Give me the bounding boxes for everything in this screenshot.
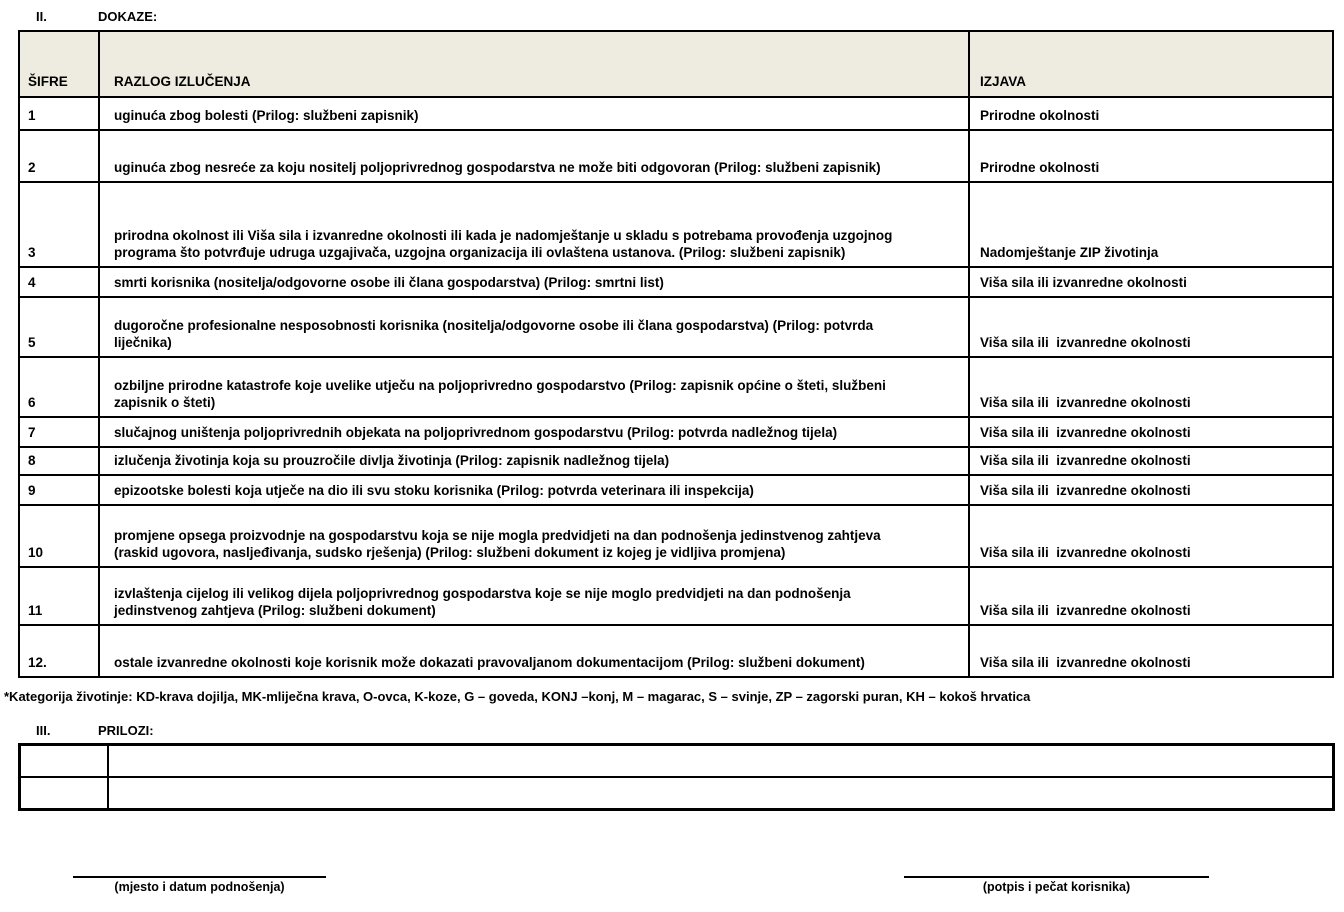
table-row — [19, 267, 1333, 297]
reason-cell: uginuća zbog bolesti (Prilog: službeni zapisnik) — [99, 97, 969, 130]
code-cell: 4 — [19, 267, 99, 297]
code-cell: 1 — [19, 97, 99, 130]
code-cell: 10 — [19, 505, 99, 567]
statement-cell: Nadomještanje ZIP životinja — [969, 182, 1333, 267]
statement-cell: Viša sila ili izvanredne okolnosti — [969, 357, 1333, 417]
section-heading-dokazi — [36, 0, 1344, 24]
section-heading-prilozi — [36, 723, 1344, 738]
column-header-izjava: IZJAVA — [969, 31, 1333, 97]
attachment-row — [20, 777, 1334, 810]
code-cell: 7 — [19, 417, 99, 447]
signature-line-place-date — [73, 876, 326, 894]
code-cell: 6 — [19, 357, 99, 417]
reason-cell: dugoročne profesionalne nesposobnosti korisnika (nositelja/odgovorne osobe ili člana gospodarstva) (Prilog: potvrda liječnika) — [99, 297, 969, 357]
table-row — [19, 97, 1333, 130]
statement-cell: Viša sila ili izvanredne okolnosti — [969, 567, 1333, 625]
reason-cell: smrti korisnika (nositelja/odgovorne osobe ili člana gospodarstva) (Prilog: smrtni list) — [99, 267, 969, 297]
attachments-table — [18, 743, 1335, 811]
table-row — [19, 447, 1333, 475]
signature-label: (potpis i pečat korisnika) — [982, 880, 1131, 894]
statement-cell: Viša sila ili izvanredne okolnosti — [969, 505, 1333, 567]
table-row — [19, 625, 1333, 677]
reason-cell: ostale izvanredne okolnosti koje korisnik može dokazati pravovaljanom dokumentacijom (Prilog: službeni dokument) — [99, 625, 969, 677]
statement-cell: Viša sila ili izvanredne okolnosti — [969, 447, 1333, 475]
statement-cell: Prirodne okolnosti — [969, 130, 1333, 182]
statement-cell: Viša sila ili izvanredne okolnosti — [969, 625, 1333, 677]
attachment-value-field[interactable] — [108, 777, 1334, 810]
code-cell: 8 — [19, 447, 99, 475]
reason-cell: promjene opsega proizvodnje na gospodarstvu koja se nije mogla predvidjeti na dan podnošenja jedinstvenog zahtjeva (raskid ugovora, nasljeđivanja, sudsko rješenja) (Prilog: službeni dokument iz kojeg je vidljiva promjena) — [99, 505, 969, 567]
reason-cell: ozbiljne prirodne katastrofe koje uvelike utječu na poljoprivredno gospodarstvo (Prilog: zapisnik općine o šteti, službeni zapisnik o šteti) — [99, 357, 969, 417]
reason-cell: izlučenja životinja koja su prouzročile divlja životinja (Prilog: zapisnik nadležnog tijela) — [99, 447, 969, 475]
code-cell: 9 — [19, 475, 99, 505]
statement-cell: Viša sila ili izvanredne okolnosti — [969, 475, 1333, 505]
reason-cell: slučajnog uništenja poljoprivrednih objekata na poljoprivrednom gospodarstvu (Prilog: potvrda nadležnog tijela) — [99, 417, 969, 447]
reason-cell: prirodna okolnost ili Viša sila i izvanredne okolnosti ili kada je nadomještanje u skladu s potrebama provođenja uzgojnog programa što potvrđuje udruga uzgajivača, uzgojna organizacija ili ovlaštena ustanova. (Prilog: službeni zapisnik) — [99, 182, 969, 267]
evidence-table-header-row — [19, 31, 1333, 97]
statement-cell: Viša sila ili izvanredne okolnosti — [969, 267, 1333, 297]
code-cell: 12. — [19, 625, 99, 677]
table-row — [19, 417, 1333, 447]
reason-cell: uginuća zbog nesreće za koju nositelj poljoprivrednog gospodarstva ne može biti odgovoran (Prilog: službeni zapisnik) — [99, 130, 969, 182]
signature-line-stamp — [904, 876, 1209, 894]
statement-cell: Viša sila ili izvanredne okolnosti — [969, 297, 1333, 357]
reason-cell: epizootske bolesti koja utječe na dio ili svu stoku korisnika (Prilog: potvrda veterinara ili inspekcija) — [99, 475, 969, 505]
attachment-code-field[interactable] — [20, 745, 108, 778]
attachment-code-field[interactable] — [20, 777, 108, 810]
section-number: III. — [36, 723, 51, 738]
signature-label: (mjesto i datum podnošenja) — [114, 880, 285, 894]
code-cell: 5 — [19, 297, 99, 357]
column-header-sifre: ŠIFRE — [19, 31, 99, 97]
section-title: DOKAZE: — [98, 9, 158, 24]
section-number: II. — [36, 9, 47, 24]
table-row — [19, 182, 1333, 267]
reason-cell: izvlaštenja cijelog ili velikog dijela poljoprivrednog gospodarstva koje se nije moglo predvidjeti na dan podnošenja jedinstvenog zahtjeva (Prilog: službeni dokument) — [99, 567, 969, 625]
statement-cell: Prirodne okolnosti — [969, 97, 1333, 130]
table-row — [19, 130, 1333, 182]
attachment-value-field[interactable] — [108, 745, 1334, 778]
table-row — [19, 297, 1333, 357]
animal-category-footnote: *Kategorija životinje: KD-krava dojilja, MK-mliječna krava, O-ovca, K-koze, G – goveda, KONJ –konj, M – magarac, S – svinje, ZP – zagorski puran, KH – kokoš hrvatica — [4, 689, 1031, 704]
code-cell: 11 — [19, 567, 99, 625]
evidence-table — [18, 30, 1334, 678]
table-row — [19, 475, 1333, 505]
column-header-razlog: RAZLOG IZLUČENJA — [99, 31, 969, 97]
table-row — [19, 505, 1333, 567]
table-row — [19, 357, 1333, 417]
statement-cell: Viša sila ili izvanredne okolnosti — [969, 417, 1333, 447]
attachment-row — [20, 745, 1334, 778]
section-title: PRILOZI: — [98, 723, 154, 738]
code-cell: 2 — [19, 130, 99, 182]
table-row — [19, 567, 1333, 625]
code-cell: 3 — [19, 182, 99, 267]
